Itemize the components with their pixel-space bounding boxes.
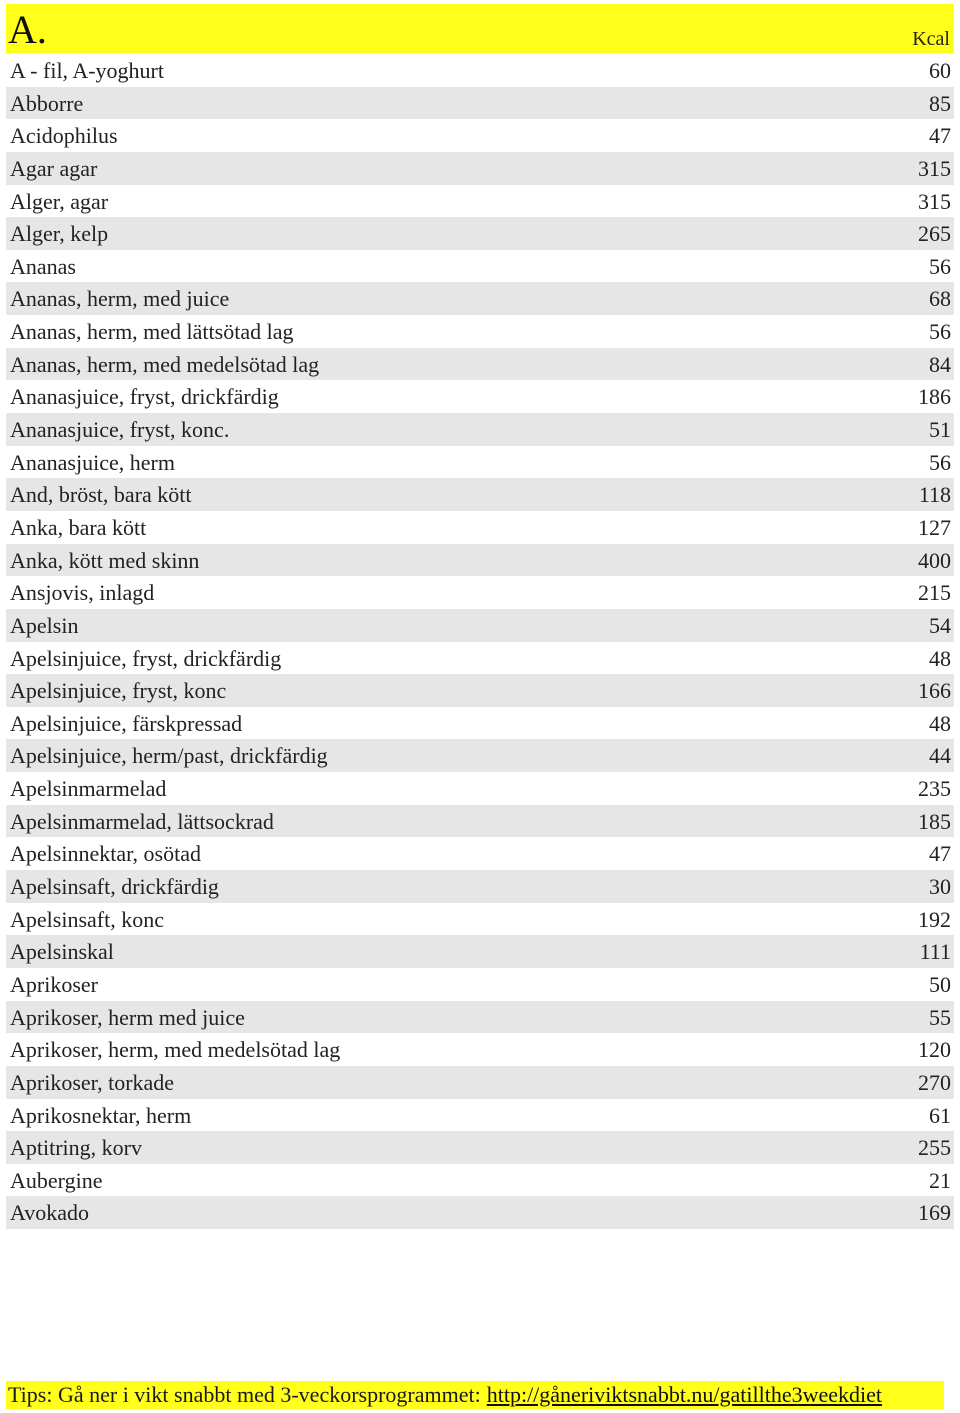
footer-tip — [6, 1381, 944, 1409]
table-row — [6, 903, 954, 936]
food-kcal: 48 — [929, 710, 951, 736]
table-row — [6, 642, 954, 675]
table-row — [6, 446, 954, 479]
food-kcal: 111 — [919, 939, 951, 965]
table-row — [6, 544, 954, 577]
table-row — [6, 837, 954, 870]
food-name: Acidophilus — [10, 123, 118, 149]
food-name: Ananas, herm, med juice — [10, 286, 230, 312]
food-name: Abborre — [10, 90, 84, 116]
table-row — [6, 380, 954, 413]
food-kcal: 166 — [918, 678, 951, 704]
food-kcal: 235 — [918, 776, 951, 802]
food-name: Ananasjuice, herm — [10, 449, 175, 475]
food-kcal: 255 — [918, 1135, 951, 1161]
food-name: Ananasjuice, fryst, drickfärdig — [10, 384, 279, 410]
table-row — [6, 935, 954, 968]
food-name: Aprikoser, torkade — [10, 1069, 175, 1095]
food-kcal: 56 — [929, 449, 951, 475]
food-name: Apelsinskal — [10, 939, 114, 965]
table-row — [6, 1131, 954, 1164]
food-kcal: 30 — [929, 874, 951, 900]
food-kcal: 315 — [918, 155, 951, 181]
food-name: Apelsinmarmelad — [10, 776, 167, 802]
table-row — [6, 185, 954, 218]
table-row — [6, 772, 954, 805]
food-name: Aprikoser, herm, med medelsötad lag — [10, 1037, 341, 1063]
food-name: Aptitring, korv — [10, 1135, 142, 1161]
food-kcal: 47 — [929, 123, 951, 149]
table-row — [6, 87, 954, 120]
food-name: Apelsinnektar, osötad — [10, 841, 201, 867]
food-kcal: 315 — [918, 188, 951, 214]
food-kcal: 400 — [918, 547, 951, 573]
food-kcal: 118 — [918, 482, 951, 508]
food-name: Apelsin — [10, 612, 79, 638]
table-row — [6, 1099, 954, 1132]
table-row — [6, 152, 954, 185]
food-name: Ananas — [10, 253, 76, 279]
kcal-column-header: Kcal — [912, 28, 950, 50]
food-kcal: 60 — [929, 58, 951, 83]
food-kcal: 84 — [929, 351, 951, 377]
food-name: Apelsinjuice, färskpressad — [10, 710, 243, 736]
food-name: Alger, agar — [10, 188, 109, 214]
food-kcal: 48 — [929, 645, 951, 671]
food-kcal: 51 — [929, 417, 951, 443]
food-kcal: 85 — [929, 90, 951, 116]
food-name: Anka, bara kött — [10, 514, 147, 540]
food-kcal: 127 — [918, 514, 951, 540]
food-name: Agar agar — [10, 155, 98, 181]
food-name: Aprikoser — [10, 971, 98, 997]
table-row — [6, 119, 954, 152]
food-name: Apelsinjuice, fryst, drickfärdig — [10, 645, 282, 671]
table-row — [6, 1033, 954, 1066]
table-row — [6, 1066, 954, 1099]
food-name: A - fil, A-yoghurt — [10, 58, 164, 83]
table-row — [6, 250, 954, 283]
table-row — [6, 511, 954, 544]
table-row — [6, 707, 954, 740]
food-kcal: 215 — [918, 580, 951, 606]
table-row — [6, 1001, 954, 1034]
food-kcal: 185 — [918, 808, 951, 834]
table-row — [6, 348, 954, 381]
food-name: Apelsinsaft, konc — [10, 906, 164, 932]
footer-tip-text: Tips: Gå ner i vikt snabbt med 3-veckorsprogrammet: — [8, 1382, 481, 1407]
food-name: Apelsinjuice, herm/past, drickfärdig — [10, 743, 328, 769]
food-kcal: 50 — [929, 971, 951, 997]
food-kcal: 56 — [929, 253, 951, 279]
table-row — [6, 739, 954, 772]
food-kcal: 169 — [918, 1200, 951, 1226]
table-row — [6, 282, 954, 315]
food-name: Ananas, herm, med medelsötad lag — [10, 351, 320, 377]
food-name: Ananas, herm, med lättsötad lag — [10, 319, 294, 345]
food-name: And, bröst, bara kött — [10, 482, 192, 508]
food-kcal: 44 — [929, 743, 951, 769]
food-name: Aprikoser, herm med juice — [10, 1004, 245, 1030]
food-name: Ananasjuice, fryst, konc. — [10, 417, 230, 443]
food-kcal: 21 — [929, 1167, 951, 1193]
food-name: Apelsinsaft, drickfärdig — [10, 874, 219, 900]
food-name: Alger, kelp — [10, 221, 109, 247]
table-row — [6, 1164, 954, 1197]
table-row — [6, 609, 954, 642]
section-letter: A. — [8, 7, 47, 52]
food-kcal: 265 — [918, 221, 951, 247]
food-kcal: 270 — [918, 1069, 951, 1095]
food-name: Anka, kött med skinn — [10, 547, 200, 573]
food-calorie-table — [6, 54, 954, 1229]
food-kcal: 192 — [918, 906, 951, 932]
table-row — [6, 968, 954, 1001]
food-name: Avokado — [10, 1200, 90, 1226]
food-kcal: 186 — [918, 384, 951, 410]
food-name: Ansjovis, inlagd — [10, 580, 155, 606]
food-name: Aprikosnektar, herm — [10, 1102, 192, 1128]
food-kcal: 54 — [929, 612, 951, 638]
table-row — [6, 54, 954, 87]
food-name: Aubergine — [10, 1167, 103, 1193]
food-name: Apelsinjuice, fryst, konc — [10, 678, 227, 704]
food-kcal: 61 — [929, 1102, 951, 1128]
table-row — [6, 478, 954, 511]
table-row — [6, 805, 954, 838]
footer-link[interactable]: http://gåneriviktsnabbt.nu/gatillthe3weekdiet — [486, 1382, 883, 1407]
food-name: Apelsinmarmelad, lättsockrad — [10, 808, 274, 834]
table-row — [6, 870, 954, 903]
table-row — [6, 217, 954, 250]
section-header — [6, 4, 954, 53]
table-row — [6, 315, 954, 348]
food-kcal: 47 — [929, 841, 951, 867]
table-row — [6, 413, 954, 446]
food-kcal: 120 — [918, 1037, 951, 1063]
table-row — [6, 1196, 954, 1229]
food-kcal: 55 — [929, 1004, 951, 1030]
food-kcal: 56 — [929, 319, 951, 345]
table-row — [6, 674, 954, 707]
food-kcal: 68 — [929, 286, 951, 312]
table-row — [6, 576, 954, 609]
